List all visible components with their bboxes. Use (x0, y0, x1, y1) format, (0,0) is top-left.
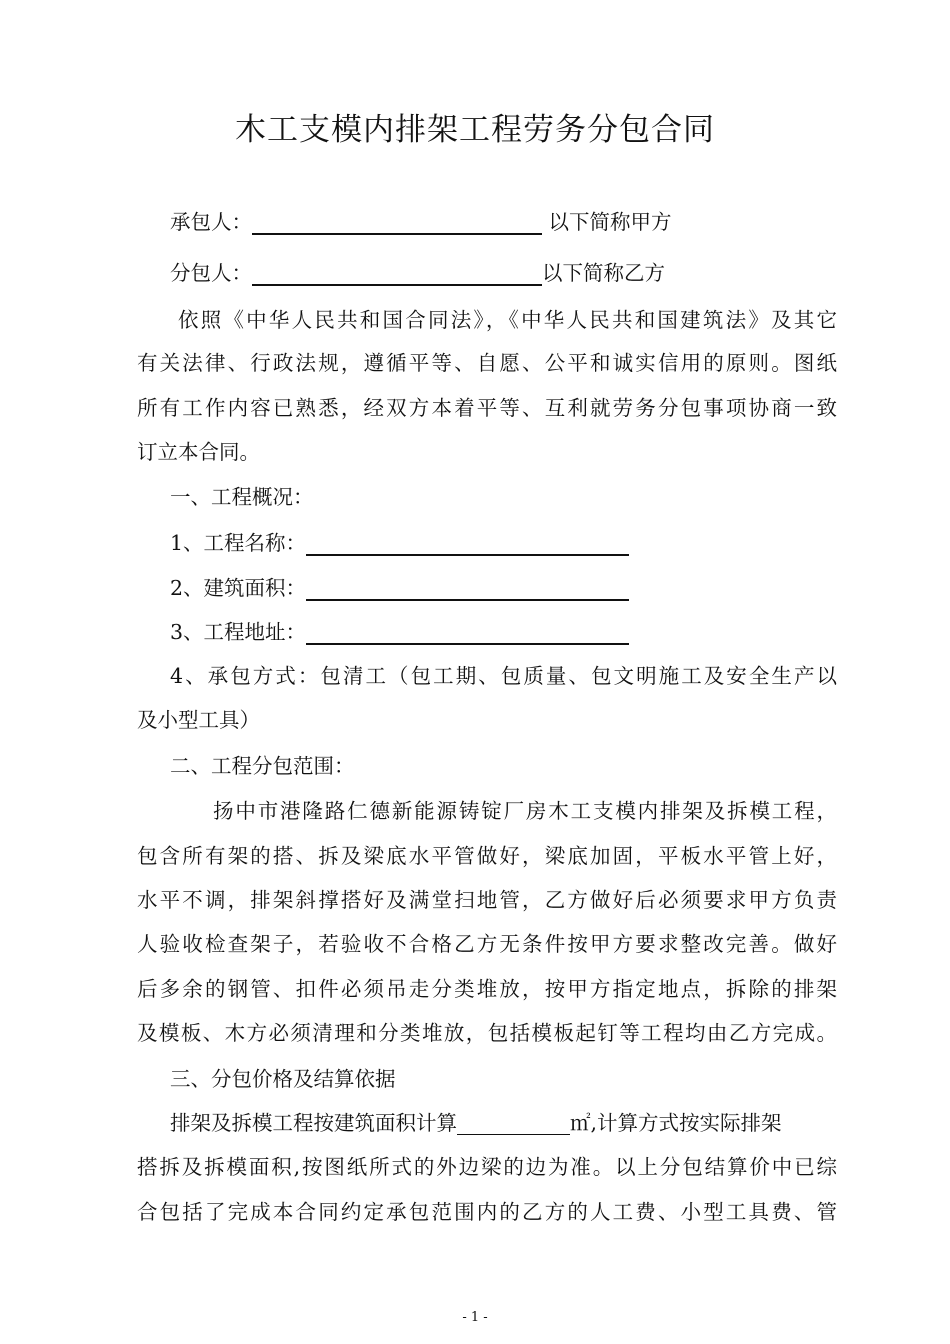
subcontractor-label: 分包人： (170, 261, 252, 285)
building-area-label: 2、建筑面积： (170, 576, 307, 600)
intro-line-2: 有关法律、行政法规，遵循平等、自愿、公平和诚实信用的原则。图纸 (137, 351, 837, 375)
page-number: - 1 - (462, 1310, 488, 1325)
intro-line-3: 所有工作内容已熟悉，经双方本着平等、互利就劳务分包事项协商一致 (137, 396, 837, 420)
subcontractor-suffix: 以下简称乙方 (542, 261, 665, 285)
pricing-text-b: ㎡,计算方式按实际排架 (570, 1111, 782, 1135)
subcontractor-blank (252, 262, 542, 286)
area-price-blank (457, 1112, 570, 1135)
project-name-label: 1、工程名称： (170, 531, 307, 555)
project-name-blank (306, 532, 629, 556)
contract-mode-line-2: 及小型工具） (137, 708, 260, 732)
intro-line-4: 订立本合同。 (137, 440, 260, 464)
contractor-line (170, 211, 870, 235)
project-address-blank (306, 621, 629, 645)
section2-heading: 二、工程分包范围： (170, 754, 355, 778)
intro-line-1: 依照《中华人民共和国合同法》，《中华人民共和国建筑法》及其它 (178, 308, 837, 332)
contractor-blank (252, 211, 542, 235)
section1-heading: 一、工程概况： (170, 485, 314, 509)
building-area-line (170, 577, 870, 601)
project-name-line (170, 532, 870, 556)
pricing-text-a: 排架及拆模工程按建筑面积计算 (170, 1111, 457, 1135)
scope-line-1: 扬中市港隆路仁德新能源铸锭厂房木工支模内排架及拆模工程， (213, 799, 837, 823)
contract-mode-line-1: 4、承包方式：包清工（包工期、包质量、包文明施工及安全生产以 (170, 664, 837, 688)
pricing-line-3: 合包括了完成本合同约定承包范围内的乙方的人工费、小型工具费、管 (137, 1200, 837, 1224)
scope-line-6: 及模板、木方必须清理和分类堆放，包括模板起钉等工程均由乙方完成。 (137, 1021, 837, 1045)
project-address-line (170, 621, 870, 645)
pricing-line-2: 搭拆及拆模面积,按图纸所式的外边梁的边为准。以上分包结算价中已综 (137, 1155, 837, 1179)
project-address-label: 3、工程地址： (170, 620, 307, 644)
scope-line-2: 包含所有架的搭、拆及梁底水平管做好，梁底加固，平板水平管上好， (137, 844, 837, 868)
section3-heading: 三、分包价格及结算依据 (170, 1067, 396, 1091)
scope-line-5: 后多余的钢管、扣件必须吊走分类堆放，按甲方指定地点，拆除的排架 (137, 977, 837, 1001)
scope-line-3: 水平不调，排架斜撑搭好及满堂扫地管，乙方做好后必须要求甲方负责 (137, 888, 837, 912)
contractor-suffix: 以下简称甲方 (548, 210, 672, 234)
scope-line-4: 人验收检查架子，若验收不合格乙方无条件按甲方要求整改完善。做好 (137, 932, 837, 956)
building-area-blank (306, 577, 629, 601)
pricing-line-1 (170, 1112, 837, 1135)
subcontractor-line (170, 262, 870, 286)
document-title: 木工支模内排架工程劳务分包合同 (235, 112, 715, 148)
contractor-label: 承包人： (170, 210, 252, 234)
